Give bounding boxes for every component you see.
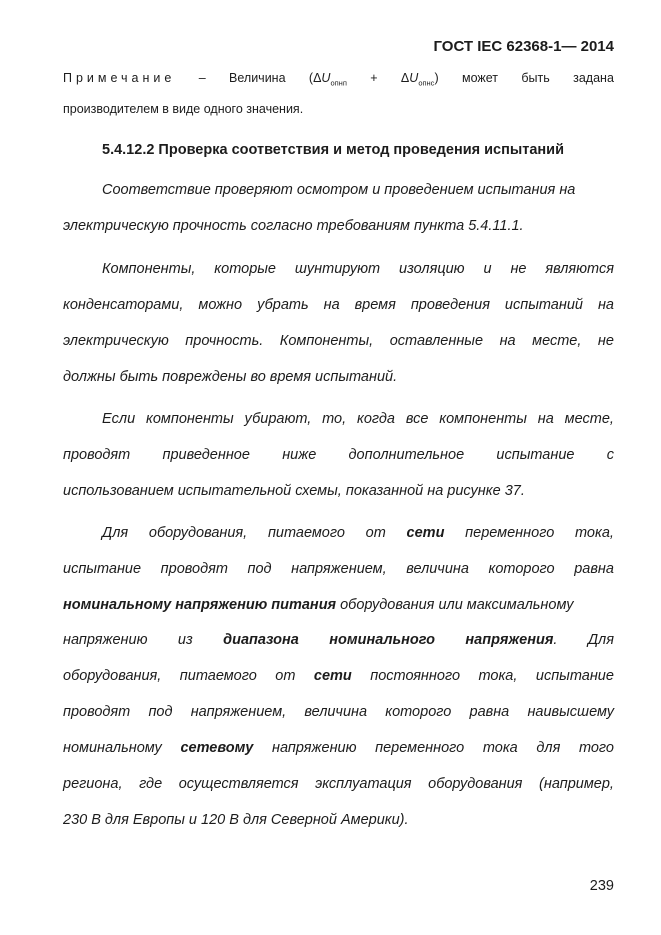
word: не [597,333,614,349]
p2-line-1 [102,261,614,277]
word: оставленные [389,333,484,349]
p3-line-1 [102,411,614,427]
bold-term: сетевому [180,740,254,756]
word: убрать [257,297,309,313]
word: (например, [539,776,614,792]
p4-line-4 [63,632,614,648]
word: для [536,740,561,756]
word: от [365,525,386,541]
p4-line-5 [63,668,614,684]
note-close: ) [434,71,439,85]
note-sub-1: опнп [330,78,347,88]
word: Для [587,632,614,648]
word: месте, [532,333,582,349]
word: то, [322,411,347,427]
word: из [177,632,193,648]
word: наивысшему [527,704,614,720]
word: тока, [575,525,614,541]
bold-term: номинального [329,632,435,648]
word: напряжением, [190,704,287,720]
word: испытание [496,447,575,463]
word: проведения [410,297,490,313]
word: испытание [63,561,142,577]
word: Компоненты, [102,261,196,277]
word: испытание [535,668,614,684]
word: величина [304,704,368,720]
p4-line-7 [63,740,614,756]
word: дополнительное [348,447,465,463]
word: на [597,297,614,313]
text-run: оборудования или максимальному [336,597,574,613]
note-sub-2: опнс [418,78,435,88]
word: на [499,333,516,349]
note-word: Величина [229,71,286,85]
note-formula-right [401,71,439,88]
p4-line-3 [63,597,614,613]
section-heading: 5.4.12.2 Проверка соответствия и метод проведения испытаний [102,142,564,158]
word: осуществляется [178,776,299,792]
note-plus: + [370,71,378,85]
word: проводят [63,704,131,720]
word: на [323,297,340,313]
word: эксплуатация [315,776,412,792]
word: и [483,261,492,277]
word: когда [357,411,395,427]
word: с [606,447,614,463]
word: равна [574,561,614,577]
p1-line-1: Соответствие проверяют осмотром и проведением испытания на [102,182,576,198]
word: равна [469,704,510,720]
word: электрическую [63,333,169,349]
note-word: быть [521,71,550,85]
note-word: задана [573,71,614,85]
bold-term: напряжения [465,632,554,648]
word: напряжением, [291,561,387,577]
note-open: (Δ [308,71,322,85]
word: питаемого [179,668,257,684]
word: которого [385,704,452,720]
word: тока [482,740,518,756]
p4-line-8 [63,776,614,792]
p2-line-4: должны быть повреждены во время испытаний. [63,369,398,385]
p1-line-2: электрическую прочность согласно требованиям пункта 5.4.11.1. [63,218,524,234]
word: региона, [63,776,123,792]
word: Компоненты, [279,333,374,349]
note-dash: – [198,71,206,85]
word: тока, [478,668,518,684]
word: оборудования [428,776,523,792]
term-with-period [465,632,557,648]
word: приведенное [162,447,250,463]
word: месте, [564,411,614,427]
p3-line-3: использованием испытательной схемы, показанной на рисунке 37. [63,483,525,499]
word: переменного [465,525,555,541]
word: изоляцию [399,261,465,277]
word: которые [214,261,276,277]
word: конденсаторами, [63,297,184,313]
p2-line-3 [63,333,614,349]
word: под [148,704,173,720]
p4-line-2 [63,561,614,577]
note-line-2: производителем в виде одного значения. [63,102,304,116]
word: которого [488,561,555,577]
note-symbol-u1: U [321,71,331,85]
word: оборудования, [148,525,248,541]
word: переменного [375,740,465,756]
word: Для [102,525,129,541]
word: на [537,411,554,427]
bold-term: сети [406,525,445,541]
word: напряжению [63,632,148,648]
note-formula-left [309,71,347,88]
word: проводят [63,447,131,463]
word: испытаний [504,297,583,313]
note-line-1 [63,71,614,88]
word: под [247,561,272,577]
word: время [354,297,396,313]
punctuation: . [553,632,558,648]
word: напряжению [272,740,357,756]
note-delta-2: Δ [400,71,410,85]
document-code-header: ГОСТ IEC 62368-1— 2014 [433,38,614,55]
word: являются [545,261,614,277]
note-word: может [461,71,498,85]
word: компоненты [146,411,234,427]
bold-term: сети [313,668,352,684]
word: можно [198,297,243,313]
word: постоянного [370,668,461,684]
word: прочность. [185,333,264,349]
note-symbol-u2: U [409,71,419,85]
p4-line-9: 230 В для Европы и 120 В для Северной Америки). [63,812,409,828]
word: питаемого [267,525,345,541]
note-label: Примечание [63,71,176,85]
word: того [578,740,614,756]
word: компоненты [439,411,527,427]
word: номинальному [63,740,162,756]
word: все [405,411,429,427]
word: шунтируют [294,261,381,277]
word: от [275,668,296,684]
word: Если [102,411,136,427]
bold-term: диапазона [223,632,299,648]
p4-line-1 [102,525,614,541]
word: где [139,776,163,792]
word: не [510,261,527,277]
p2-line-2 [63,297,614,313]
word: убирают, [244,411,312,427]
p4-line-6 [63,704,614,720]
word: ниже [282,447,317,463]
word: оборудования, [63,668,162,684]
page-number: 239 [589,878,614,894]
word: величина [406,561,469,577]
word: проводят [160,561,228,577]
p3-line-2 [63,447,614,463]
bold-term: номинальному напряжению питания [63,597,337,613]
